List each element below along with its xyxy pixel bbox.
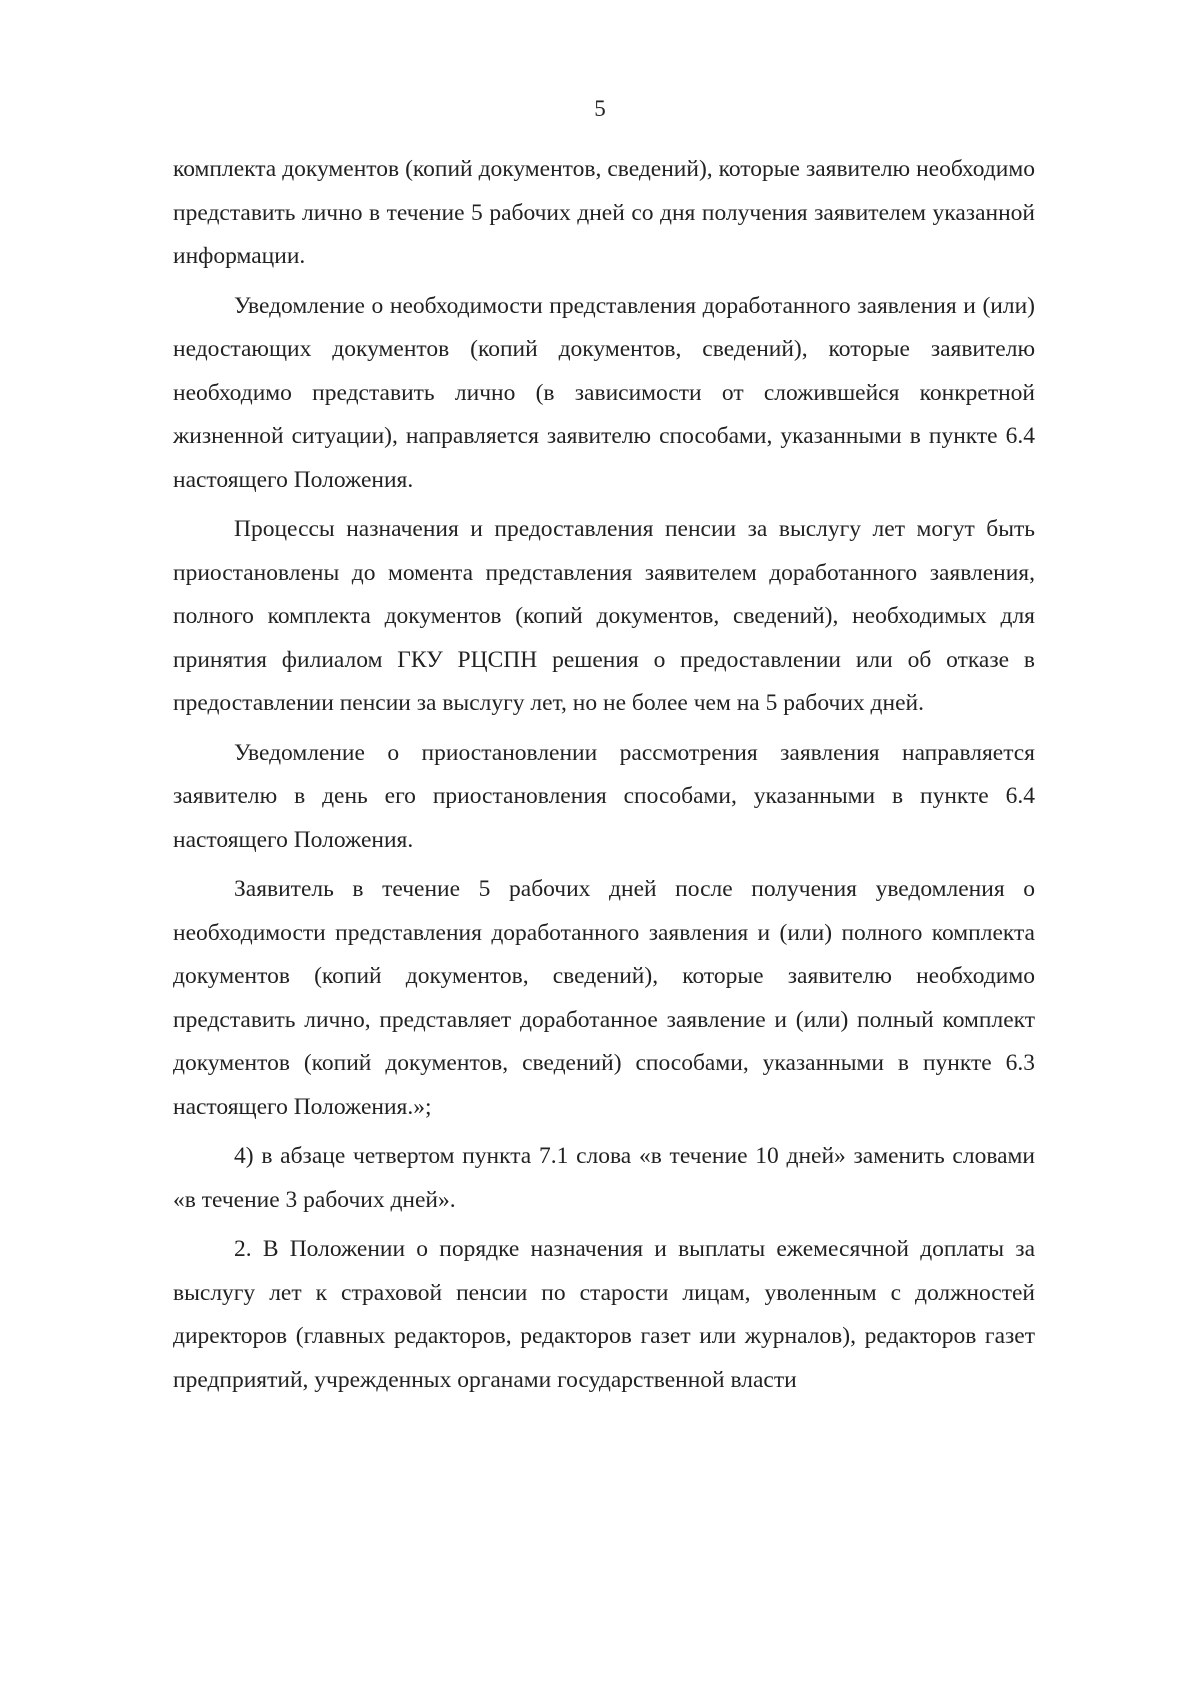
paragraph-suspension-of-process: Процессы назначения и предоставления пенсии за выслугу лет могут быть приостановлены до момента представления заявителем доработанного заявления, полного комплекта документов (копий документов, сведений), необходимых для принятия филиалом ГКУ РЦСПН решения о предоставлении или об отказе в предоставлении пенсии за выслугу лет, но не более чем на 5 рабочих дней. (173, 516, 1035, 716)
page-number: 5 (594, 96, 606, 121)
paragraph-item-2: 2. В Положении о порядке назначения и выплаты ежемесячной доплаты за выслугу лет к страховой пенсии по старости лицам, уволенным с должностей директоров (главных редакторов, редакторов газет или журналов), редакторов газет предприятий, учрежденных органами государственной власти (173, 1236, 1035, 1393)
paragraph-notice-required-documents: Уведомление о необходимости представления доработанного заявления и (или) недостающих документов (копий документов, сведений), которые заявителю необходимо представить лично (в зависимости от сложившейся конкретной жизненной ситуации), направляется заявителю способами, указанными в пункте 6.4 настоящего Положения. (173, 292, 1035, 493)
document-body (173, 148, 1035, 1408)
paragraph-item-4: 4) в абзаце четвертом пункта 7.1 слова «в течение 10 дней» заменить словами «в течение 3 рабочих дней». (173, 1143, 1035, 1213)
paragraph-continuation: комплекта документов (копий документов, сведений), которые заявителю необходимо представить лично в течение 5 рабочих дней со дня получения заявителем указанной информации. (173, 156, 1035, 269)
paragraph-suspension-notice: Уведомление о приостановлении рассмотрения заявления направляется заявителю в день его приостановления способами, указанными в пункте 6.4 настоящего Положения. (173, 739, 1035, 853)
paragraph-applicant-submission: Заявитель в течение 5 рабочих дней после получения уведомления о необходимости представления доработанного заявления и (или) полного комплекта документов (копий документов, сведений), которые заявителю необходимо представить лично, представляет доработанное заявление и (или) полный комплект документов (копий документов, сведений) способами, указанными в пункте 6.3 настоящего Положения.»; (173, 876, 1035, 1120)
